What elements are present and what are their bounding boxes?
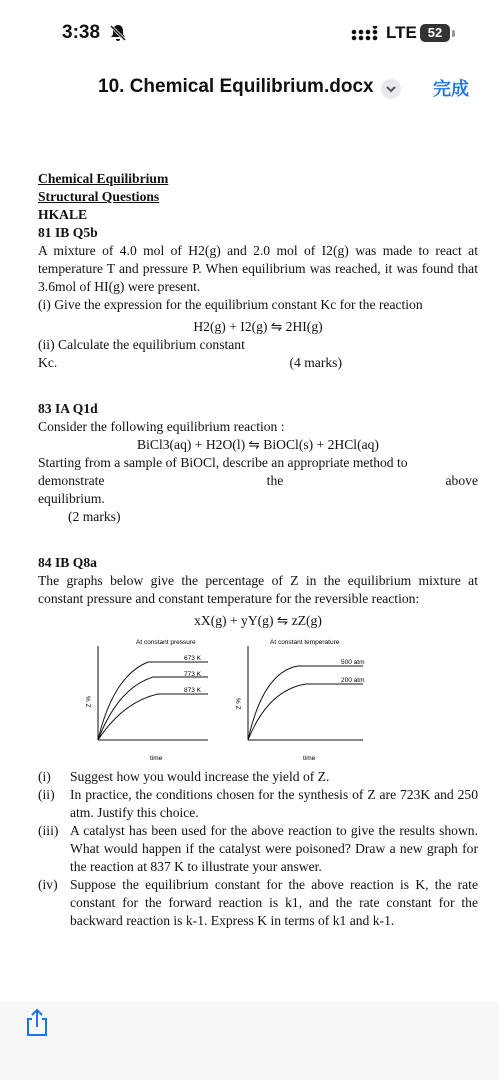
clock: 3:38 <box>62 22 101 43</box>
network-type: LTE <box>386 23 417 42</box>
item-text: Suggest how you would increase the yield of Z. <box>70 769 330 784</box>
document-navbar <box>0 62 499 113</box>
doc-subheading: Structural Questions <box>38 189 160 204</box>
sub-question-list <box>38 768 478 930</box>
word: above <box>445 473 478 488</box>
graphs-svg <box>78 636 378 764</box>
share-icon[interactable] <box>24 1008 50 1038</box>
x-axis-label: time <box>150 755 163 762</box>
status-bar <box>0 0 499 62</box>
marks-label: (2 marks) <box>68 509 121 524</box>
kc-label: Kc. <box>38 355 58 370</box>
graph-constant-pressure <box>84 639 208 762</box>
question-text: Consider the following equilibrium reaction : <box>38 419 285 434</box>
graph-constant-temperature <box>234 639 365 762</box>
document-page <box>0 112 499 1002</box>
item-number: (iii) <box>38 823 59 838</box>
graph-title: At constant temperature <box>270 639 340 646</box>
equation: BiCl3(aq) + H2O(l) ⇋ BiOCl(s) + 2HCl(aq) <box>137 437 379 452</box>
question-text: A mixture of 4.0 mol of H2(g) and 2.0 mol of I2(g) was made to react at temperature T and pressure P. When equilibrium was reached, it was found that 3.6mol of HI(g) were present. <box>38 243 478 294</box>
chevron-down-icon[interactable] <box>381 79 401 99</box>
curve-label: 773 K <box>184 671 201 678</box>
item-text: In practice, the conditions chosen for the synthesis of Z are 723K and 250 atm. Justify this choice. <box>70 787 478 820</box>
equation: H2(g) + I2(g) ⇋ 2HI(g) <box>193 319 323 334</box>
question-part: (i) Give the expression for the equilibrium constant Kc for the reaction <box>38 297 423 312</box>
item-number: (iv) <box>38 877 58 892</box>
list-item <box>38 786 478 822</box>
question-code: 83 IA Q1d <box>38 401 98 416</box>
curve-label: 673 K <box>184 655 201 662</box>
graphs-figure <box>38 636 478 764</box>
question-code: 81 IB Q5b <box>38 225 98 240</box>
exam-label: HKALE <box>38 207 88 222</box>
item-number: (ii) <box>38 787 55 802</box>
document-content <box>38 170 478 930</box>
marks-row <box>38 354 478 372</box>
y-axis-label: % Z <box>234 698 241 710</box>
question-code: 84 IB Q8a <box>38 555 97 570</box>
marks-label: (4 marks) <box>289 355 342 370</box>
question-text: The graphs below give the percentage of Z in the equilibrium mixture at constant pressure and constant temperature for the reversible reaction: <box>38 573 478 606</box>
list-item <box>38 768 478 786</box>
question-text: equilibrium. <box>38 491 105 506</box>
item-text: A catalyst has been used for the above reaction to give the results shown. What would happen if the catalyst were poisoned? Draw a new graph for the reaction at 837 K to illustrate your answer. <box>70 823 478 874</box>
curve-label: 873 K <box>184 687 201 694</box>
item-number: (i) <box>38 769 51 784</box>
mute-bell-icon <box>110 24 126 42</box>
curve-label: 200 atm <box>341 677 365 684</box>
word: the <box>266 473 284 488</box>
list-item <box>38 876 478 930</box>
battery-icon: 52 <box>420 24 450 42</box>
y-axis-label: % Z <box>84 696 91 708</box>
item-text: Suppose the equilibrium constant for the above reaction is K, the rate constant for the forward reaction is k1, and the rate constant for the backward reaction is k-1. Express K in terms of k1 and k-1. <box>70 877 478 928</box>
document-title[interactable]: 10. Chemical Equilibrium.docx <box>98 76 374 97</box>
equation: xX(g) + yY(g) ⇋ zZ(g) <box>194 613 322 628</box>
signal-icon <box>351 26 381 42</box>
x-axis-label: time <box>303 755 316 762</box>
list-item <box>38 822 478 876</box>
question-part: (ii) Calculate the equilibrium constant <box>38 337 245 352</box>
word: demonstrate <box>38 473 105 488</box>
done-button[interactable]: 完成 <box>433 79 469 100</box>
graph-title: At constant pressure <box>136 639 196 646</box>
doc-heading: Chemical Equilibrium <box>38 171 169 186</box>
question-text: Starting from a sample of BiOCl, describe an appropriate method to <box>38 455 408 470</box>
curve-label: 500 atm <box>341 659 365 666</box>
bottom-toolbar <box>0 1002 499 1080</box>
battery-cap <box>452 30 455 37</box>
justified-line <box>38 472 478 490</box>
